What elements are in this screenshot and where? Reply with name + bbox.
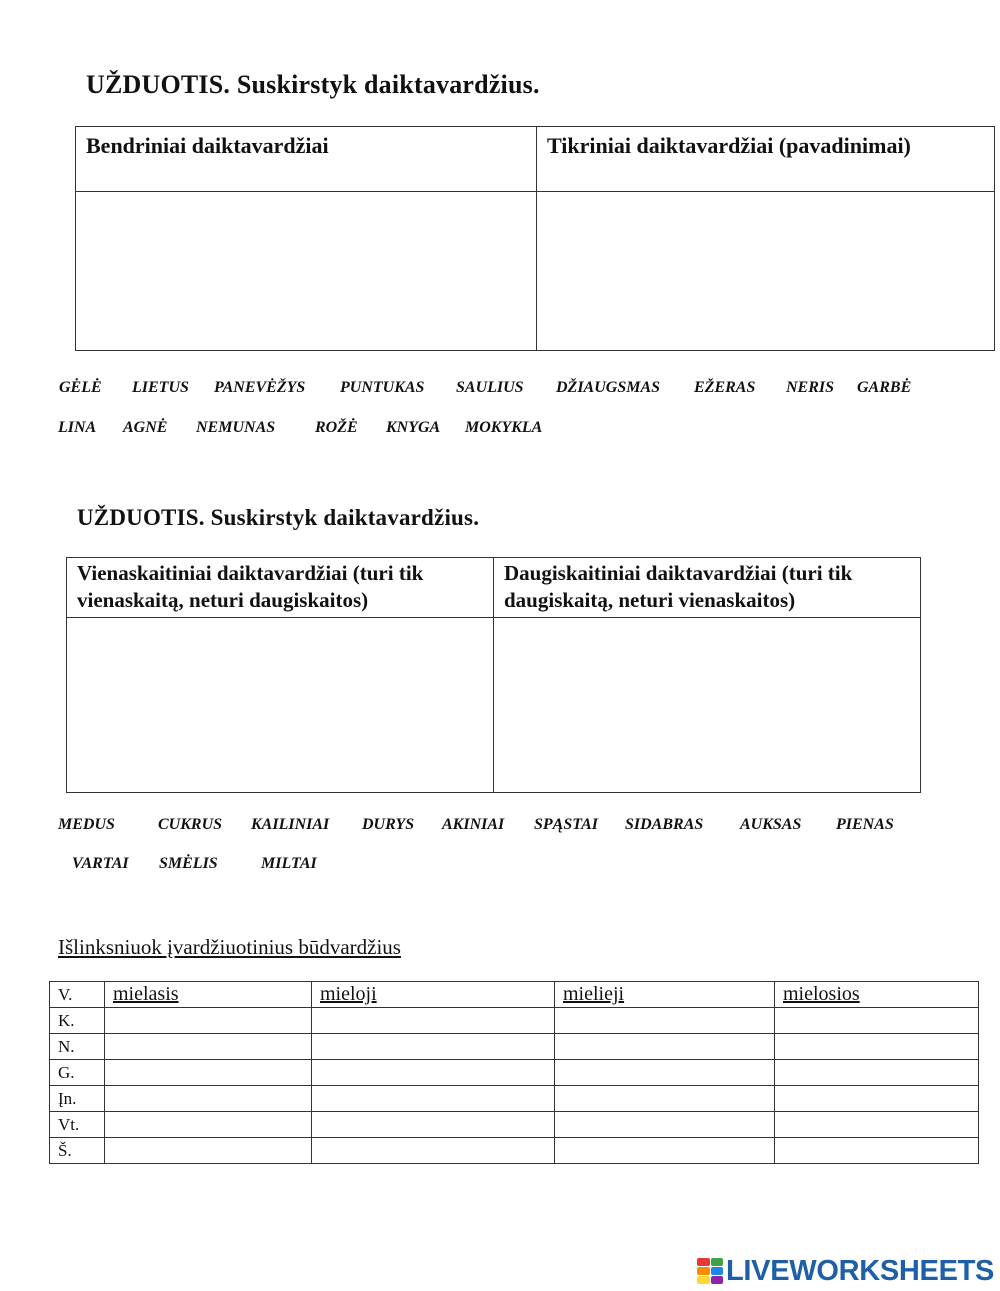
word-chip[interactable]: NERIS [786, 379, 835, 396]
answer-cell[interactable] [312, 1086, 555, 1112]
answer-cell[interactable] [555, 1008, 775, 1034]
task1-column-header-common: Bendriniai daiktavardžiai [76, 127, 537, 192]
logo-block [697, 1267, 710, 1275]
word-chip[interactable]: CUKRUS [158, 816, 223, 833]
word-chip[interactable]: ROŽĖ [315, 419, 358, 436]
adjective-header: mielosios [775, 982, 979, 1008]
answer-cell[interactable] [555, 1112, 775, 1138]
task1-sort-table [75, 126, 995, 351]
task2-title: UŽDUOTIS. Suskirstyk daiktavardžius. [77, 505, 480, 530]
answer-cell[interactable] [105, 1086, 312, 1112]
task1-dropzone-proper[interactable] [537, 192, 995, 351]
adjective-header: mielieji [555, 982, 775, 1008]
word-chip[interactable]: EŽERAS [694, 379, 756, 396]
word-chip[interactable]: KAILINIAI [251, 816, 330, 833]
logo-block [711, 1258, 724, 1266]
liveworksheets-logo-icon [697, 1258, 723, 1284]
answer-cell[interactable] [105, 1112, 312, 1138]
word-chip[interactable]: PIENAS [836, 816, 894, 833]
word-chip[interactable]: MOKYKLA [465, 419, 543, 436]
word-chip[interactable]: SIDABRAS [625, 816, 704, 833]
case-label: Įn. [50, 1086, 105, 1112]
word-chip[interactable]: MEDUS [58, 816, 115, 833]
word-chip[interactable]: LIETUS [132, 379, 189, 396]
liveworksheets-logo [697, 1254, 994, 1288]
word-chip[interactable]: GARBĖ [857, 379, 912, 396]
answer-cell[interactable] [555, 1060, 775, 1086]
answer-cell[interactable] [775, 1060, 979, 1086]
answer-cell[interactable] [775, 1034, 979, 1060]
word-chip[interactable]: SPĄSTAI [534, 816, 599, 833]
answer-cell[interactable] [105, 1060, 312, 1086]
word-chip[interactable]: AKINIAI [442, 816, 505, 833]
answer-cell[interactable] [312, 1034, 555, 1060]
task2-column-header-plural: Daugiskaitiniai daiktavardžiai (turi tik daugiskaitą, neturi vienaskaitos) [494, 558, 921, 618]
answer-cell[interactable] [105, 1034, 312, 1060]
task2-sort-table [66, 557, 921, 793]
case-label: K. [50, 1008, 105, 1034]
declension-table [49, 981, 979, 1164]
task2-dropzone-plural[interactable] [494, 618, 921, 793]
logo-block [697, 1258, 710, 1266]
case-label: N. [50, 1034, 105, 1060]
answer-cell[interactable] [775, 1086, 979, 1112]
case-label: Š. [50, 1138, 105, 1164]
answer-cell[interactable] [775, 1112, 979, 1138]
word-chip[interactable]: LINA [58, 419, 97, 436]
case-label: V. [50, 982, 105, 1008]
logo-block [697, 1276, 710, 1284]
answer-cell[interactable] [312, 1008, 555, 1034]
answer-cell[interactable] [775, 1008, 979, 1034]
logo-block [711, 1267, 724, 1275]
adjective-header: mielasis [105, 982, 312, 1008]
task1-dropzone-common[interactable] [76, 192, 537, 351]
case-label: Vt. [50, 1112, 105, 1138]
answer-cell[interactable] [555, 1086, 775, 1112]
task2-column-header-singular: Vienaskaitiniai daiktavardžiai (turi tik vienaskaitą, neturi daugiskaitos) [67, 558, 494, 618]
word-chip[interactable]: AGNĖ [123, 419, 168, 436]
word-chip[interactable]: VARTAI [72, 855, 129, 872]
word-chip[interactable]: DŽIAUGSMAS [556, 379, 661, 396]
answer-cell[interactable] [312, 1112, 555, 1138]
logo-block [711, 1276, 724, 1284]
word-chip[interactable]: DURYS [362, 816, 415, 833]
word-chip[interactable]: SMĖLIS [159, 855, 218, 872]
task3-instruction: Išlinksniuok įvardžiuotinius būdvardžius [58, 935, 401, 959]
word-chip[interactable]: SAULIUS [456, 379, 524, 396]
liveworksheets-logo-text: LIVEWORKSHEETS [726, 1254, 995, 1287]
answer-cell[interactable] [555, 1034, 775, 1060]
task1-column-header-proper: Tikriniai daiktavardžiai (pavadinimai) [537, 127, 995, 192]
answer-cell[interactable] [775, 1138, 979, 1164]
answer-cell[interactable] [312, 1060, 555, 1086]
answer-cell[interactable] [312, 1138, 555, 1164]
case-label: G. [50, 1060, 105, 1086]
word-chip[interactable]: KNYGA [386, 419, 441, 436]
word-chip[interactable]: PUNTUKAS [340, 379, 425, 396]
adjective-header: mieloji [312, 982, 555, 1008]
word-chip[interactable]: GĖLĖ [59, 379, 102, 396]
task2-dropzone-singular[interactable] [67, 618, 494, 793]
word-chip[interactable]: AUKSAS [740, 816, 802, 833]
word-chip[interactable]: MILTAI [261, 855, 317, 872]
answer-cell[interactable] [555, 1138, 775, 1164]
word-chip[interactable]: NEMUNAS [196, 419, 276, 436]
answer-cell[interactable] [105, 1008, 312, 1034]
answer-cell[interactable] [105, 1138, 312, 1164]
task1-title: UŽDUOTIS. Suskirstyk daiktavardžius. [86, 70, 540, 99]
word-chip[interactable]: PANEVĖŽYS [214, 379, 306, 396]
